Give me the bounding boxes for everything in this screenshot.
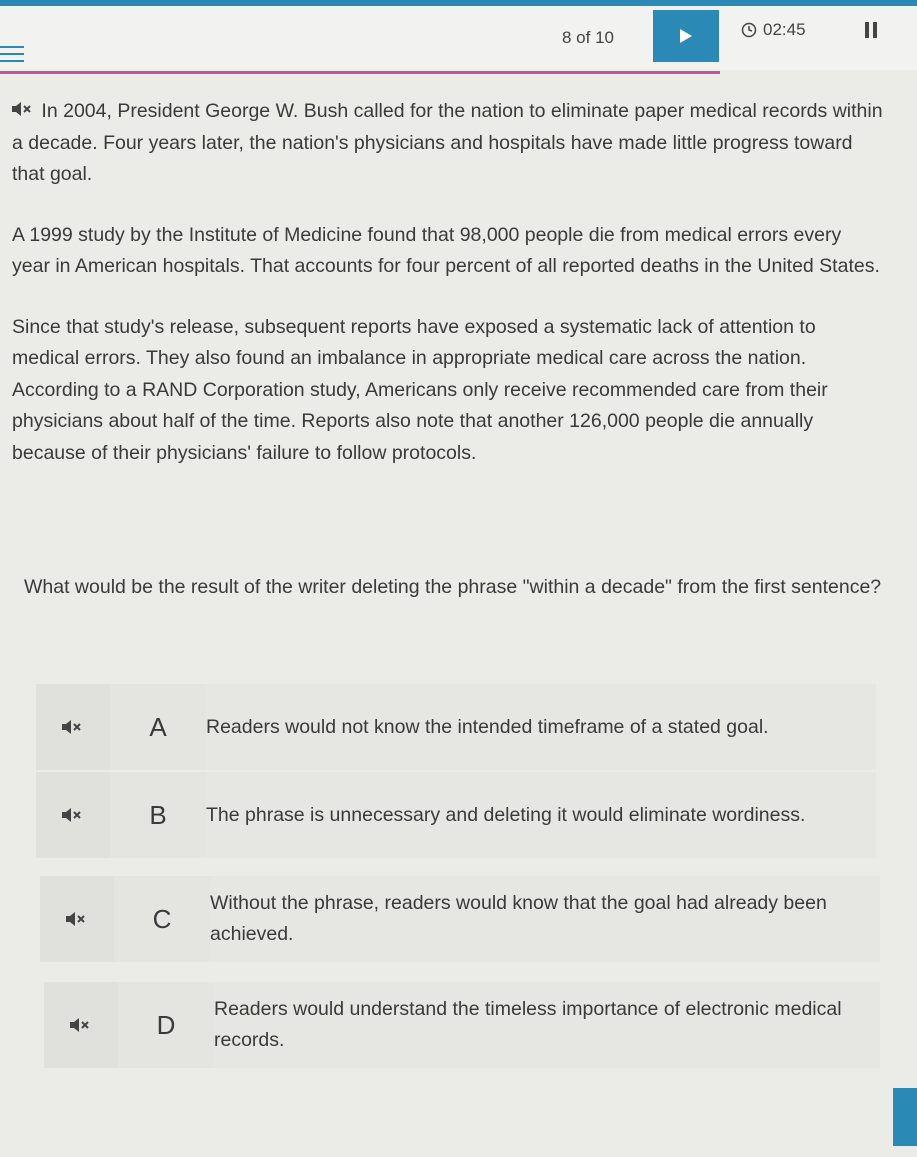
answer-choice-d[interactable] xyxy=(44,982,880,1068)
passage-paragraph-1 xyxy=(12,96,884,191)
toolbar xyxy=(0,6,917,70)
speaker-muted-icon[interactable] xyxy=(40,876,114,962)
question-prompt: What would be the result of the writer deleting the phrase "within a decade" from the first sentence? xyxy=(24,576,882,598)
play-button[interactable] xyxy=(653,10,719,62)
answer-choice-b[interactable] xyxy=(36,772,876,858)
pause-icon-bar xyxy=(873,22,877,38)
answer-choice-a[interactable] xyxy=(36,684,876,770)
choice-letter: D xyxy=(118,982,214,1068)
choice-text: Readers would understand the timeless importance of electronic medical records. xyxy=(214,982,880,1068)
side-panel-tab[interactable] xyxy=(893,1088,917,1146)
timer-value: 02:45 xyxy=(763,20,806,39)
pause-icon xyxy=(865,22,869,38)
passage-paragraph-3: Since that study's release, subsequent reports have exposed a systematic lack of attention to medical errors. They also found an imbalance in appropriate medical care across the nation. According to a RAND Corporation study, Americans only receive recommended care from their physicians about half of the time. Reports also note that another 126,000 people die annually because of their physicians' failure to follow protocols. xyxy=(12,315,828,464)
question-progress: 8 of 10 xyxy=(562,28,614,47)
clock-icon xyxy=(741,22,757,38)
speaker-muted-icon[interactable] xyxy=(36,684,110,770)
choice-letter: A xyxy=(110,684,206,770)
speaker-muted-icon[interactable] xyxy=(44,982,118,1068)
choice-letter: B xyxy=(110,772,206,858)
play-icon xyxy=(680,29,692,43)
choice-text: The phrase is unnecessary and deleting it would eliminate wordiness. xyxy=(206,772,876,858)
passage-paragraph-2: A 1999 study by the Institute of Medicine found that 98,000 people die from medical errors every year in American hospitals. That accounts for four percent of all reported deaths in the United States. xyxy=(12,223,880,278)
speaker-muted-icon[interactable] xyxy=(36,772,110,858)
choice-text: Readers would not know the intended timeframe of a stated goal. xyxy=(206,684,876,770)
timer xyxy=(741,20,806,40)
pause-button[interactable] xyxy=(835,6,903,58)
reading-passage xyxy=(12,96,884,498)
choice-letter: C xyxy=(114,876,210,962)
hamburger-menu-icon[interactable] xyxy=(0,44,26,70)
speaker-muted-icon[interactable] xyxy=(12,96,34,128)
answer-choice-c[interactable] xyxy=(40,876,880,962)
paragraph-text: In 2004, President George W. Bush called for the nation to eliminate paper medical records within a decade. Four years later, the nation's physicians and hospitals have made little progress toward that goal. xyxy=(12,100,883,186)
choice-text: Without the phrase, readers would know that the goal had already been achieved. xyxy=(210,876,880,962)
progress-line xyxy=(0,71,720,74)
